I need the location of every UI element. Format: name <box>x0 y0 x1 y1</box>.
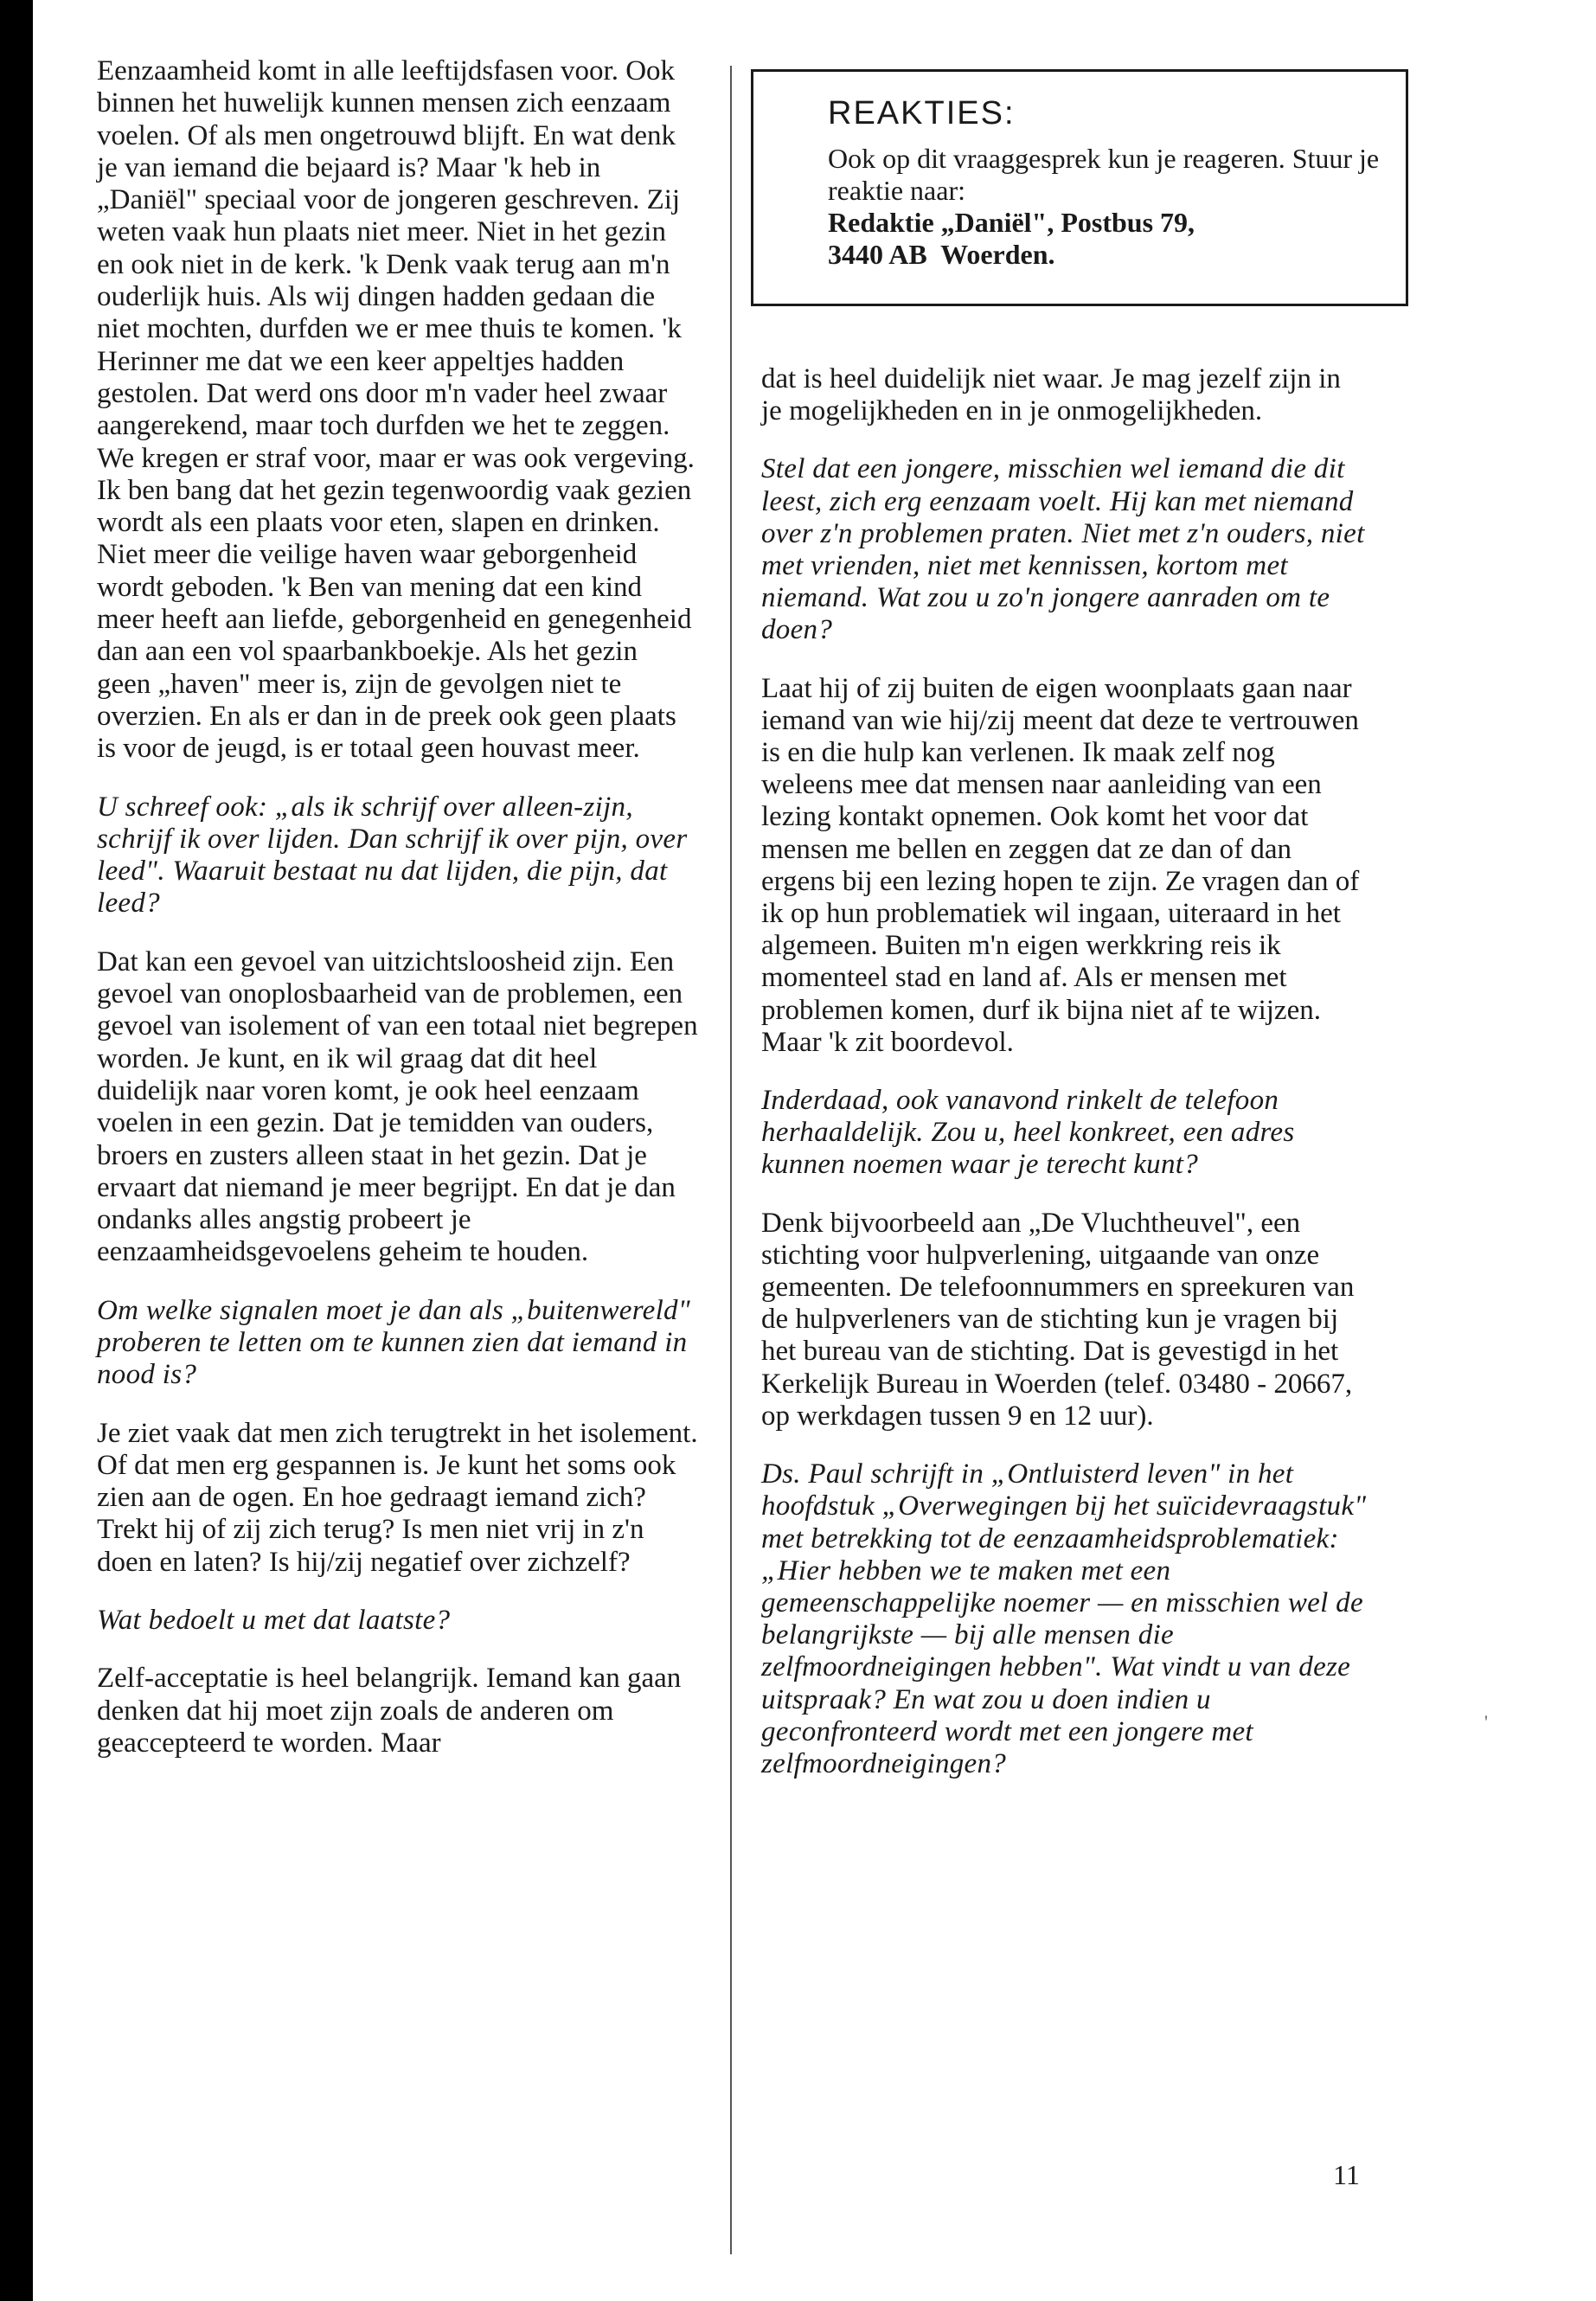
question-paragraph: Stel dat een jongere, misschien wel iemand die dit leest, zich erg eenzaam voelt. Hij kan met niemand over z'n problemen praten. Niet met z'n ouders, niet met vrienden, niet met kennissen, kortom met niemand. Wat zou u zo'n jongere aanraden om te doen? <box>761 453 1365 646</box>
reakties-body: Ook op dit vraaggesprek kun je reageren. Stuur je reaktie naar: <box>828 143 1380 206</box>
answer-paragraph: Eenzaamheid komt in alle leeftijdsfasen voor. Ook binnen het huwelijk kunnen mensen zich eenzaam voelen. Of als men ongetrouwd blijft. En wat denk je van iemand die bejaard is? Maar 'k heb in „Daniël" speciaal voor de jongeren geschreven. Zij weten vaak hun plaats niet meer. Niet in het gezin en ook niet in de kerk. 'k Denk vaak terug aan m'n ouderlijk huis. Als wij dingen hadden gedaan die niet mochten, durfden we er mee thuis te komen. 'k Herinner me dat we een keer appeltjes hadden gestolen. Dat werd ons door m'n vader heel zwaar aangerekend, maar toch durfden we het te zeggen. We kregen er straf voor, maar er was ook vergeving. Ik ben bang dat het gezin tegenwoordig vaak gezien wordt als een plaats voor eten, slapen en drinken. Niet meer die veilige haven waar geborgenheid wordt geboden. 'k Ben van mening dat een kind meer heeft aan liefde, geborgenheid en genegenheid dan aan een vol spaarbankboekje. Als het gezin geen „haven" meer is, zijn de gevolgen niet te overzien. En als er dan in de preek ook geen plaats is voor de jeugd, is er totaal geen houvast meer. <box>97 55 695 765</box>
answer-paragraph: Laat hij of zij buiten de eigen woonplaats gaan naar iemand van wie hij/zij meent dat deze te vertrouwen is en die hulp kan verlenen. Ik maak zelf nog weleens mee dat mensen naar aanleiding van een lezing kontakt opnemen. Ook komt het voor dat mensen me bellen en zeggen dat ze dan of dan ergens bij een lezing hopen te zijn. Ze vragen dan of ik op hun problematiek wil ingaan, uiteraard in het algemeen. Buiten m'n eigen werkkring reis ik momenteel stad en land af. Als er mensen met problemen komen, durf ik bijna niet af te wijzen. Maar 'k zit boordevol. <box>761 672 1360 1058</box>
question-paragraph: Ds. Paul schrijft in „Ontluisterd leven" in het hoofdstuk „Overwegingen bij het suïcidevraagstuk" met betrekking tot de eenzaamheidsproblematiek: „Hier hebben we te maken met een gemeenschappelijke noemer — en misschien wel de belangrijkste — bij alle mensen die zelfmoordneigingen hebben". Wat vindt u van deze uitspraak? En wat zou u doen indien u geconfronteerd wordt met een jongere met zelfmoordneigingen? <box>761 1458 1367 1779</box>
reakties-box <box>751 69 1408 306</box>
answer-paragraph: Je ziet vaak dat men zich terugtrekt in het isolement. Of dat men erg gespannen is. Je kunt het soms ook zien aan de ogen. En hoe gedraagt iemand zich? Trekt hij of zij zich terug? Is men niet vrij in z'n doen en laten? Is hij/zij negatief over zichzelf? <box>97 1417 698 1578</box>
page-number: 11 <box>1333 2159 1360 2190</box>
answer-paragraph: dat is heel duidelijk niet waar. Je mag jezelf zijn in je mogelijkheden en in je onmogelijkheden. <box>761 363 1341 427</box>
question-paragraph: Wat bedoelt u met dat laatste? <box>97 1605 451 1637</box>
reakties-address-line2: 3440 AB Woerden. <box>828 239 1055 270</box>
column-rule <box>730 66 732 2254</box>
answer-paragraph: Zelf-acceptatie is heel belangrijk. Iemand kan gaan denken dat hij moet zijn zoals de anderen om geaccepteerd te worden. Maar <box>97 1663 682 1759</box>
right-column <box>761 363 1367 1806</box>
question-paragraph: Inderdaad, ook vanavond rinkelt de telefoon herhaaldelijk. Zou u, heel konkreet, een adres kunnen noemen waar je terecht kunt? <box>761 1085 1295 1181</box>
question-paragraph: U schreef ook: „als ik schrijf over alleen-zijn, schrijf ik over lijden. Dan schrijf ik over pijn, over leed". Waaruit bestaat nu dat lijden, die pijn, dat leed? <box>97 791 688 920</box>
stray-mark: ' <box>1484 1711 1488 1733</box>
question-paragraph: Om welke signalen moet je dan als „buitenwereld" proberen te letten om te kunnen zien dat iemand in nood is? <box>97 1294 691 1391</box>
answer-paragraph: Dat kan een gevoel van uitzichtsloosheid zijn. Een gevoel van onoplosbaarheid van de problemen, een gevoel van isolement of van een totaal niet begrepen worden. Je kunt, en ik wil graag dat dit heel duidelijk naar voren komt, je ook heel eenzaam voelen in een gezin. Dat je temidden van ouders, broers en zusters alleen staat in het gezin. Dat je ervaart dat niemand je meer begrijpt. En dat je dan ondanks alles angstig probeert je eenzaamheidsgevoelens geheim te houden. <box>97 945 698 1268</box>
reakties-address-line1: Redaktie „Daniël", Postbus 79, <box>828 207 1195 238</box>
answer-paragraph: Denk bijvoorbeeld aan „De Vluchtheuvel", een stichting voor hulpverlening, uitgaande van onze gemeenten. De telefoonnummers en spreekuren van de hulpverleners van de stichting kun je vragen bij het bureau van de stichting. Dat is gevestigd in het Kerkelijk Bureau in Woerden (telef. 03480 - 20667, op werkdagen tussen 9 en 12 uur). <box>761 1207 1355 1432</box>
left-column <box>97 55 698 1785</box>
scan-edge <box>0 0 33 2301</box>
reakties-title: REAKTIES: <box>828 95 1016 131</box>
